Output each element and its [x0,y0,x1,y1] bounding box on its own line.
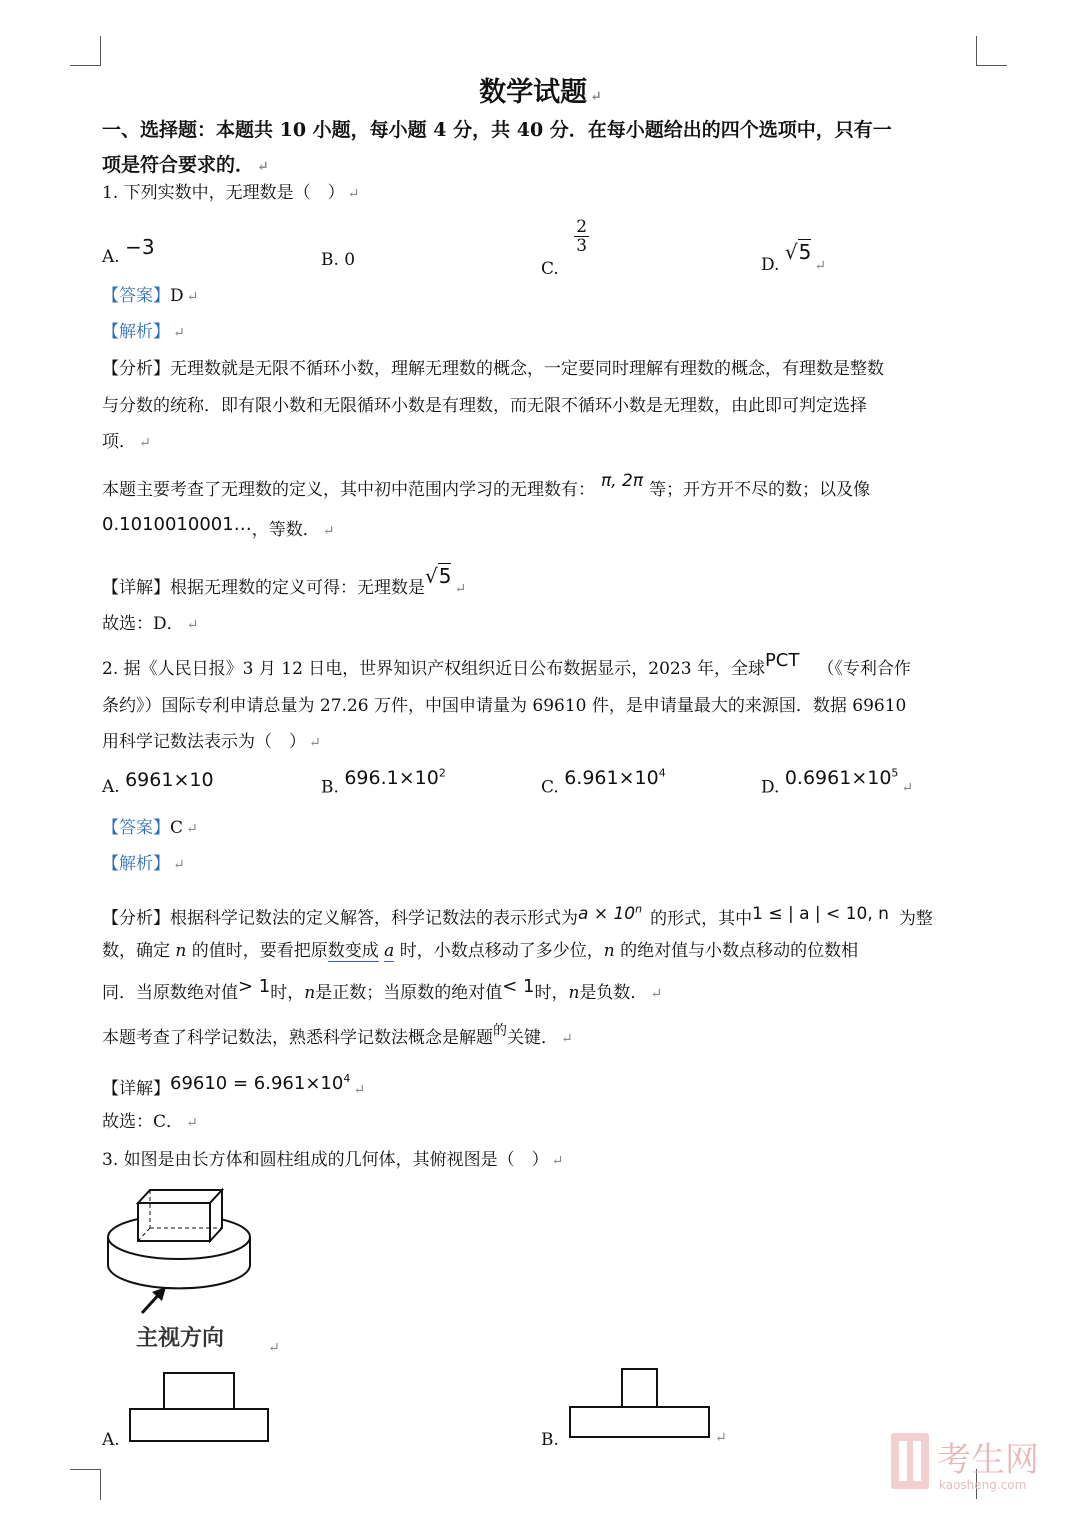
svg-text:考生网: 考生网 [937,1440,1039,1480]
q2-analysis-line-3: 同．当原数绝对值> 1时，n是正数；当原数的绝对值< 1时，n是负数． ↵ [102,976,663,1003]
section-heading-line-1: 一、选择题：本题共 10 小题，每小题 4 分，共 40 分．在每小题给出的四个选项中，只有一 [102,119,892,141]
q2-choice: 故选：C． ↵ [102,1112,198,1132]
crop-mark-bottom-left [70,1469,101,1500]
q3-solid-figure [100,1185,300,1360]
q2-detail: 【详解】$69610 = 6.961\times 10^4↵$ [102,1072,366,1099]
q3-option-a-label: A. [102,1430,120,1450]
q1-stem: 1. 下列实数中，无理数是（ ） ↵ [102,183,360,203]
q2-jiexi: 【解析】 ↵ [102,854,185,874]
q3-option-b-label: B. [541,1430,559,1450]
q1-analysis-line-2: 与分数的统称．即有限小数和无限循环小数是有理数，而无限不循环小数是无理数，由此即可判定选择 [102,396,867,416]
q2-analysis-line-1: 【分析】根据科学记数法的定义解答，科学记数法的表示形式为$a \times 10^n$的形式，其中1 ≤ | a | < 10, n 为整 [102,902,933,929]
svg-text:kaosheng.com: kaosheng.com [939,1478,1027,1492]
q3-option-b-figure [568,1367,713,1442]
q1-detail: 【详解】根据无理数的定义可得：无理数是√5↵ [102,564,467,598]
q1-option-a: A. −3 [102,235,155,267]
q2-stem-line-1: 2. 据《人民日报》3 月 12 日电，世界知识产权组织近日公布数据显示，2023 年，全球PCT （《专利合作 [102,650,911,679]
q1-option-b: B. 0 [321,250,356,270]
q2-option-d: D. $0.6961\times 10^5↵$ [761,767,914,798]
q2-answer: 【答案】C ↵ [102,818,198,838]
q1-jiexi: 【解析】 ↵ [102,322,185,342]
watermark [889,1431,1059,1497]
q2-stem-line-3: 用科学记数法表示为（ ） ↵ [102,732,321,752]
crop-mark-top-left [70,36,101,66]
q1-answer: 【答案】D ↵ [102,286,199,306]
q3-option-a-figure [128,1370,273,1445]
q2-option-b: B. $696.1\times 10^2$ [321,767,446,798]
q1-option-c: C. $\frac{2}{3}$ [541,217,588,279]
q1-option-d: D. $√5_↵$ [761,240,827,275]
section-heading-line-2: 项是符合要求的． ↵ [102,154,269,176]
q2-option-a: A. 6961×10 [102,769,214,797]
fraction: $\frac{2}{3}$ [576,217,588,256]
q2-analysis-line-2: 数，确定 n 的值时，要看把原数变成 a 时，小数点移动了多少位，n 的绝对值与小数点移动的位数相 [102,941,859,961]
q1-analysis-line-3: 项． ↵ [102,432,151,452]
q2-stem-line-2: 条约》）国际专利申请总量为 27.26 万件，中国申请量为 69610 件，是申请量最大的来源国．数据 69610 [102,696,907,716]
q1-note-line-2: 0.1010010001…，等数． ↵ [102,514,335,540]
figure-caption: 主视方向 [136,1326,225,1351]
q3-stem: 3. 如图是由长方体和圆柱组成的几何体，其俯视图是（ ） ↵ [102,1150,564,1170]
crop-mark-top-right [976,36,1007,66]
q2-option-c: C. $6.961\times 10^4$ [541,767,666,798]
page-title: 数学试题 ↵ [479,77,602,108]
q2-note: 本题考查了科学记数法，熟悉科学记数法概念是解题$^的$关键． ↵ [102,1023,573,1048]
q1-note-line-1: 本题主要考查了无理数的定义，其中初中范围内学习的无理数有： π, 2π 等；开方开不尽的数；以及像 [102,471,871,500]
q1-choice: 故选：D． ↵ [102,614,199,634]
q1-analysis-line-1: 【分析】无理数就是无限不循环小数，理解无理数的概念，一定要同时理解有理数的概念，有理数是整数 [102,359,884,379]
watermark-logo [889,1431,1059,1493]
